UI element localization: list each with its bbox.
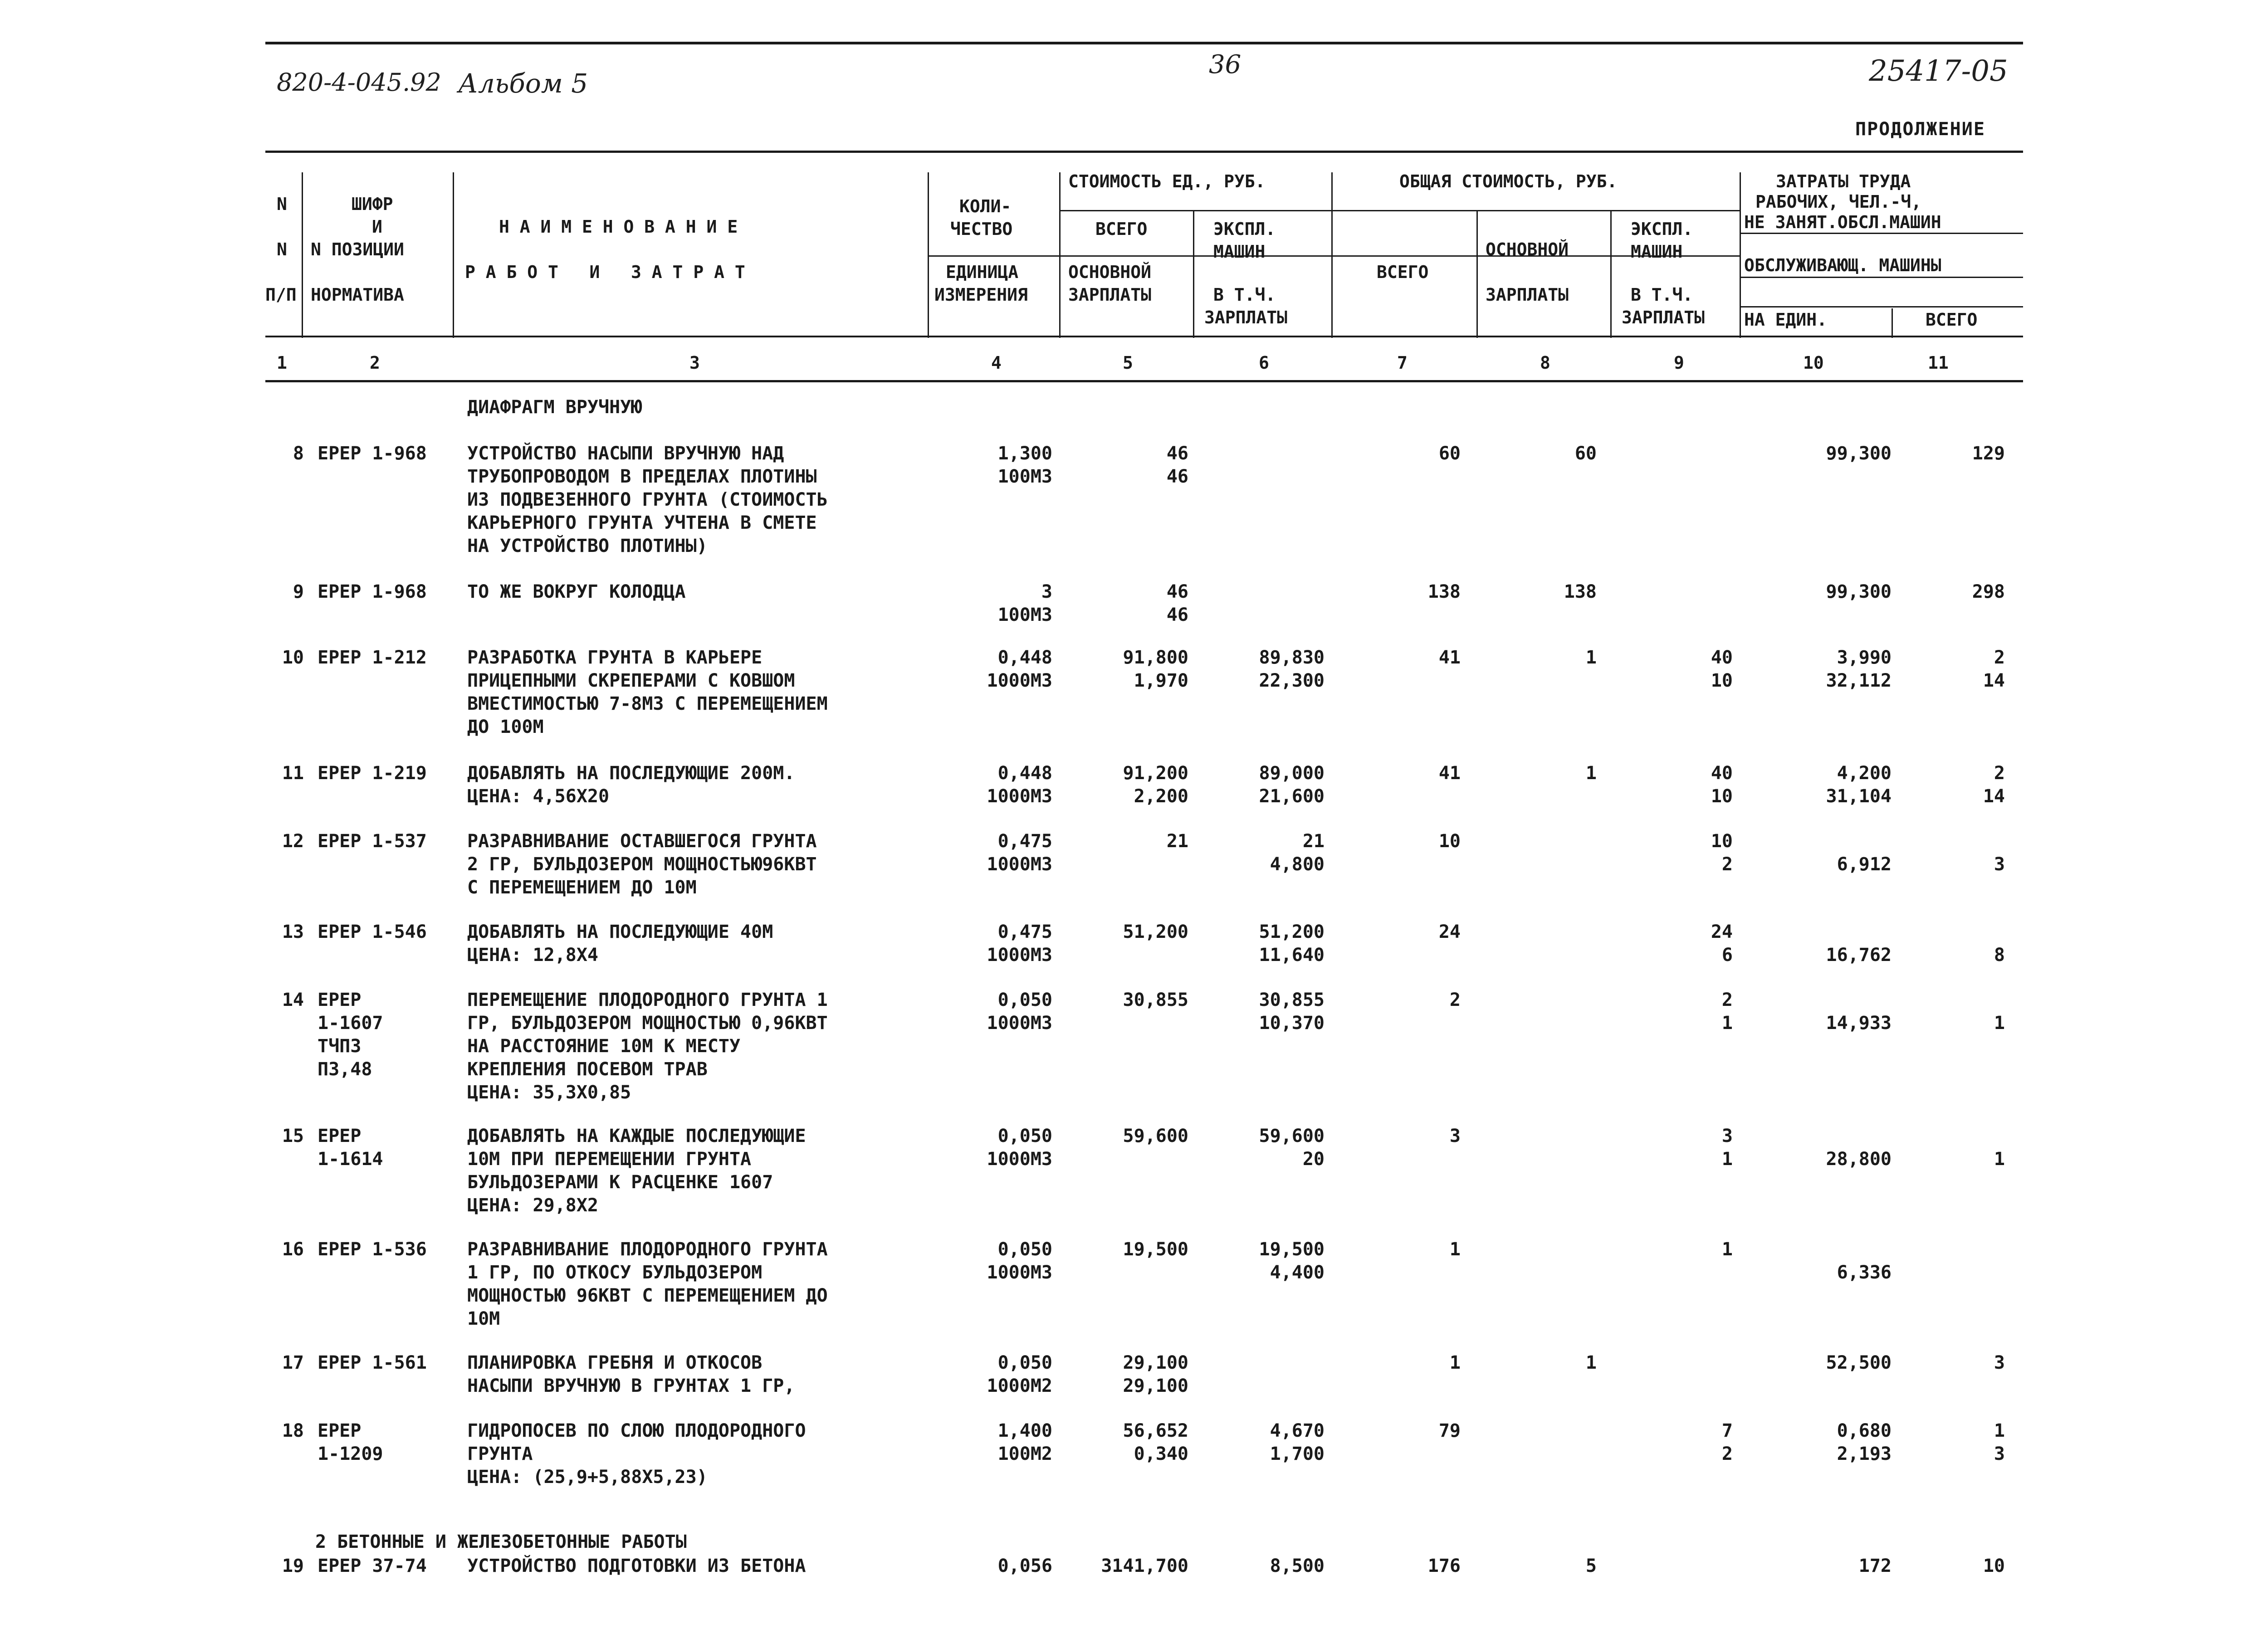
header-qty-l2: ЧЕСТВО <box>950 219 1013 239</box>
cell-num: 11 <box>282 763 304 784</box>
header-divider <box>1892 308 1893 338</box>
cell-tmach: 2 1 <box>1721 990 1733 1034</box>
last-row-total-wage: 5 <box>1585 1556 1597 1576</box>
cell-um: 59,600 20 <box>1259 1126 1325 1170</box>
cell-qty: 0,050 1000М3 <box>987 1239 1052 1283</box>
cell-name: ТО ЖЕ ВОКРУГ КОЛОДЦА <box>467 581 686 602</box>
header-qty-l4: ИЗМЕРЕНИЯ <box>934 285 1028 305</box>
header-code-l1: ШИФР <box>352 194 393 214</box>
cell-uc: 21 <box>1166 831 1188 852</box>
cell-uc: 56,652 0,340 <box>1123 1420 1188 1464</box>
cell-tmach: 10 2 <box>1711 831 1733 875</box>
header-subrule <box>1740 306 2023 307</box>
table-header <box>265 152 2023 379</box>
cell-tot: 41 <box>1438 647 1461 668</box>
cell-tot: 138 <box>1427 581 1461 602</box>
cell-name: ГИДРОПОСЕВ ПО СЛОЮ ПЛОДОРОДНОГО ГРУНТА ЦЕНА: (25,9+5,88Х5,23) <box>467 1420 806 1488</box>
cell-tmach: 1 <box>1721 1239 1733 1260</box>
cell-name: ДОБАВЛЯТЬ НА ПОСЛЕДУЮЩИЕ 200М. ЦЕНА: 4,56Х20 <box>467 763 795 807</box>
header-uc-mach-l3: В Т.Ч. <box>1213 285 1276 305</box>
col-num-7: 7 <box>1397 353 1408 373</box>
cell-uc: 30,855 <box>1123 990 1188 1010</box>
header-uc-wage-l1: ОСНОВНОЙ <box>1068 262 1152 282</box>
header-uc-mach-l1: ЭКСПЛ. <box>1213 219 1276 239</box>
last-row-num: 19 <box>282 1556 304 1576</box>
header-subrule <box>1059 210 1331 211</box>
cell-qty: 0,050 1000М2 <box>987 1352 1052 1396</box>
cell-um: 19,500 4,400 <box>1259 1239 1325 1283</box>
cell-qty: 0,475 1000М3 <box>987 922 1052 966</box>
cell-code: ЕРЕР 1-968 <box>318 443 427 464</box>
header-name-l1: Н А И М Е Н О В А Н И Е <box>499 217 738 237</box>
header-divider <box>302 172 303 338</box>
last-row-labor-unit: 172 <box>1858 1556 1892 1576</box>
header-code-l3: N ПОЗИЦИИ <box>311 239 404 259</box>
col-num-11: 11 <box>1928 353 1949 373</box>
cell-qty: 0,050 1000М3 <box>987 1126 1052 1170</box>
col-num-9: 9 <box>1674 353 1684 373</box>
cell-name: ПЕРЕМЕЩЕНИЕ ПЛОДОРОДНОГО ГРУНТА 1 ГР, БУЛЬДОЗЕРОМ МОЩНОСТЬЮ 0,96КВТ НА РАССТОЯНИЕ 10М К МЕСТУ КРЕПЛЕНИЯ ПОСЕВОМ ТРАВ ЦЕНА: 35,3Х0,85 <box>467 990 828 1103</box>
col-num-10: 10 <box>1803 353 1824 373</box>
cell-num: 16 <box>282 1239 304 1260</box>
cell-code: ЕРЕР 1-1209 <box>318 1420 383 1464</box>
last-row-unit-mach: 8,500 <box>1270 1556 1325 1576</box>
header-divider <box>1610 211 1612 338</box>
cell-qty: 3 100М3 <box>997 581 1052 625</box>
cell-uc: 29,100 29,100 <box>1123 1352 1188 1396</box>
header-tc-wage-l1: ОСНОВНОЙ <box>1486 239 1569 259</box>
header-code-l2: И <box>372 217 382 237</box>
cell-uc: 46 46 <box>1166 581 1188 625</box>
last-row-labor-total: 10 <box>1983 1556 2005 1576</box>
col-num-2: 2 <box>370 353 380 373</box>
header-tc-mach-l1: ЭКСПЛ. <box>1631 219 1693 239</box>
cell-uc: 46 46 <box>1166 443 1188 487</box>
cell-lunit: 4,200 31,104 <box>1826 763 1892 807</box>
document-code: 820-4-045.92 <box>277 68 441 97</box>
cell-lunit: 14,933 <box>1826 1013 1892 1034</box>
cell-name: РАЗРАВНИВАНИЕ ПЛОДОРОДНОГО ГРУНТА 1 ГР, ПО ОТКОСУ БУЛЬДОЗЕРОМ МОЩНОСТЬЮ 96КВТ С ПЕРЕМЕЩЕНИЕМ ДО 10М <box>467 1239 828 1329</box>
col-num-4: 4 <box>991 353 1002 373</box>
cell-tot: 60 <box>1438 443 1461 464</box>
cell-um: 21 4,800 <box>1270 831 1325 875</box>
header-num-l1: N <box>277 194 287 214</box>
cell-name: ДОБАВЛЯТЬ НА ПОСЛЕДУЮЩИЕ 40М ЦЕНА: 12,8Х4 <box>467 922 773 966</box>
cell-lunit: 6,912 <box>1837 854 1892 875</box>
section-heading: 2 БЕТОННЫЕ И ЖЕЛЕЗОБЕТОННЫЕ РАБОТЫ <box>315 1532 687 1552</box>
cell-name: ПЛАНИРОВКА ГРЕБНЯ И ОТКОСОВ НАСЫПИ ВРУЧНУЮ В ГРУНТАХ 1 ГР, <box>467 1352 795 1396</box>
col-num-3: 3 <box>689 353 700 373</box>
header-subrule <box>1331 210 1740 211</box>
cell-twage: 1 <box>1585 647 1597 668</box>
cell-ltot: 1 3 <box>1994 1420 2005 1464</box>
cell-lunit: 28,800 <box>1826 1149 1892 1170</box>
cell-ltot: 8 <box>1994 945 2005 966</box>
header-code-l4: НОРМАТИВА <box>311 285 404 305</box>
cell-tot: 79 <box>1438 1420 1461 1441</box>
col-num-8: 8 <box>1540 353 1550 373</box>
cell-ltot: 2 14 <box>1983 763 2005 807</box>
cell-tmach: 7 2 <box>1721 1420 1733 1464</box>
cell-num: 10 <box>282 647 304 668</box>
album-label: Альбом 5 <box>458 68 588 99</box>
header-unit-cost: СТОИМОСТЬ ЕД., РУБ. <box>1068 171 1266 191</box>
cell-qty: 1,400 100М2 <box>997 1420 1052 1464</box>
project-number: 25417-05 <box>1869 54 2008 88</box>
col-num-1: 1 <box>277 353 287 373</box>
cell-num: 14 <box>282 990 304 1010</box>
cell-tot: 10 <box>1438 831 1461 852</box>
last-row-code: ЕРЕР 37-74 <box>318 1556 427 1576</box>
cell-uc: 19,500 <box>1123 1239 1188 1260</box>
sheet-number: 36 <box>1209 50 1242 79</box>
cell-code: ЕРЕР 1-1607 ТЧП3 П3,48 <box>318 990 383 1080</box>
cell-lunit: 0,680 2,193 <box>1837 1420 1892 1464</box>
header-divider <box>453 172 454 338</box>
cell-twage: 1 <box>1585 763 1597 784</box>
header-uc-total: ВСЕГО <box>1095 219 1148 239</box>
header-labor-l3: НЕ ЗАНЯТ.ОБСЛ.МАШИН <box>1744 212 1941 232</box>
cell-num: 13 <box>282 922 304 942</box>
cell-um: 30,855 10,370 <box>1259 990 1325 1034</box>
cell-tmach: 24 6 <box>1711 922 1733 966</box>
header-divider <box>1193 211 1194 338</box>
header-uc-mach-l2: МАШИН <box>1213 242 1266 262</box>
header-tc-mach-l4: ЗАРПЛАТЫ <box>1622 307 1705 327</box>
cell-ltot: 2 14 <box>1983 647 2005 691</box>
cell-code: ЕРЕР 1-212 <box>318 647 427 668</box>
cell-lunit: 16,762 <box>1826 945 1892 966</box>
cell-tot: 3 <box>1449 1126 1461 1146</box>
header-num-l3: П/П <box>265 285 297 305</box>
cell-uc: 51,200 <box>1123 922 1188 942</box>
cell-twage: 138 <box>1564 581 1597 602</box>
header-tc-mach-l2: МАШИН <box>1631 242 1683 262</box>
cell-ltot: 1 <box>1994 1149 2005 1170</box>
cell-lunit: 99,300 <box>1826 443 1892 464</box>
cell-code: ЕРЕР 1-537 <box>318 831 427 852</box>
cell-name: УСТРОЙСТВО НАСЫПИ ВРУЧНУЮ НАД ТРУБОПРОВОДОМ В ПРЕДЕЛАХ ПЛОТИНЫ ИЗ ПОДВЕЗЕННОГО ГРУНТА (СТОИМОСТЬ КАРЬЕРНОГО ГРУНТА УЧТЕНА В СМЕТЕ НА УСТРОЙСТВО ПЛОТИНЫ) <box>467 443 828 556</box>
cell-code: ЕРЕР 1-546 <box>318 922 427 942</box>
cell-num: 12 <box>282 831 304 852</box>
cell-tot: 2 <box>1449 990 1461 1010</box>
header-name-l2: Р А Б О Т И З А Т Р А Т <box>465 262 745 282</box>
header-tc-mach-l3: В Т.Ч. <box>1631 285 1693 305</box>
header-total-cost: ОБЩАЯ СТОИМОСТЬ, РУБ. <box>1399 171 1618 191</box>
cell-ltot: 3 <box>1994 854 2005 875</box>
cell-code: ЕРЕР 1-561 <box>318 1352 427 1373</box>
col-num-6: 6 <box>1259 353 1269 373</box>
cell-twage: 1 <box>1585 1352 1597 1373</box>
cell-tot: 41 <box>1438 763 1461 784</box>
col-num-5: 5 <box>1123 353 1133 373</box>
cell-uc: 91,200 2,200 <box>1123 763 1188 807</box>
carryover-text: ДИАФРАГМ ВРУЧНУЮ <box>467 397 642 418</box>
last-row-name: УСТРОЙСТВО ПОДГОТОВКИ ИЗ БЕТОНА <box>467 1556 806 1576</box>
cell-num: 17 <box>282 1352 304 1373</box>
cell-qty: 0,448 1000М3 <box>987 763 1052 807</box>
header-subrule <box>1740 277 2023 278</box>
cell-um: 4,670 1,700 <box>1270 1420 1325 1464</box>
cell-qty: 1,300 100М3 <box>997 443 1052 487</box>
continuation-label: ПРОДОЛЖЕНИЕ <box>1855 119 1985 140</box>
cell-lunit: 52,500 <box>1826 1352 1892 1373</box>
last-row-unit-cost: 3141,700 <box>1101 1556 1188 1576</box>
cell-twage: 60 <box>1574 443 1597 464</box>
cell-um: 51,200 11,640 <box>1259 922 1325 966</box>
header-divider <box>1740 172 1741 338</box>
header-subrule <box>928 255 1740 257</box>
cell-ltot: 3 <box>1994 1352 2005 1373</box>
cell-code: ЕРЕР 1-1614 <box>318 1126 383 1170</box>
column-number-rule <box>265 380 2023 382</box>
cell-lunit: 99,300 <box>1826 581 1892 602</box>
last-row-qty: 0,056 <box>997 1556 1052 1576</box>
header-tc-total: ВСЕГО <box>1377 262 1429 282</box>
cell-ltot: 298 <box>1972 581 2005 602</box>
cell-tmach: 40 10 <box>1711 647 1733 691</box>
cell-num: 15 <box>282 1126 304 1146</box>
cell-tmach: 40 10 <box>1711 763 1733 807</box>
header-labor-l2: РАБОЧИХ, ЧЕЛ.-Ч, <box>1755 192 1922 212</box>
cell-tot: 1 <box>1449 1352 1461 1373</box>
cell-tot: 1 <box>1449 1239 1461 1260</box>
cell-lunit: 6,336 <box>1837 1262 1892 1283</box>
cell-uc: 59,600 <box>1123 1126 1188 1146</box>
header-labor-l4: ОБСЛУЖИВАЮЩ. МАШИНЫ <box>1744 255 1941 275</box>
cell-tot: 24 <box>1438 922 1461 942</box>
header-labor-unit: НА ЕДИН. <box>1744 310 1828 330</box>
cell-um: 89,830 22,300 <box>1259 647 1325 691</box>
header-qty-l1: КОЛИ- <box>959 196 1012 216</box>
header-uc-wage-l2: ЗАРПЛАТЫ <box>1068 285 1152 305</box>
cell-um: 89,000 21,600 <box>1259 763 1325 807</box>
header-uc-mach-l4: ЗАРПЛАТЫ <box>1204 307 1288 327</box>
cell-name: ДОБАВЛЯТЬ НА КАЖДЫЕ ПОСЛЕДУЮЩИЕ 10М ПРИ ПЕРЕМЕЩЕНИИ ГРУНТА БУЛЬДОЗЕРАМИ К РАСЦЕНКЕ 1607 ЦЕНА: 29,8Х2 <box>467 1126 806 1216</box>
cell-num: 18 <box>282 1420 304 1441</box>
cell-qty: 0,475 1000М3 <box>987 831 1052 875</box>
top-rule <box>265 42 2023 44</box>
header-qty-l3: ЕДИНИЦА <box>946 262 1019 282</box>
cell-num: 8 <box>293 443 304 464</box>
cell-tmach: 3 1 <box>1721 1126 1733 1170</box>
cell-uc: 91,800 1,970 <box>1123 647 1188 691</box>
header-labor-l1: ЗАТРАТЫ ТРУДА <box>1776 171 1911 191</box>
cell-lunit: 3,990 32,112 <box>1826 647 1892 691</box>
cell-qty: 0,050 1000М3 <box>987 990 1052 1034</box>
header-labor-total: ВСЕГО <box>1926 310 1978 330</box>
cell-name: РАЗРАБОТКА ГРУНТА В КАРЬЕРЕ ПРИЦЕПНЫМИ СКРЕПЕРАМИ С КОВШОМ ВМЕСТИМОСТЬЮ 7-8М3 С ПЕРЕМЕЩЕНИЕМ ДО 100М <box>467 647 828 737</box>
cell-ltot: 1 <box>1994 1013 2005 1034</box>
cell-name: РАЗРАВНИВАНИЕ ОСТАВШЕГОСЯ ГРУНТА 2 ГР, БУЛЬДОЗЕРОМ МОЩНОСТЬЮ96КВТ С ПЕРЕМЕЩЕНИЕМ ДО 10М <box>467 831 817 898</box>
cell-code: ЕРЕР 1-536 <box>318 1239 427 1260</box>
header-num-l2: N <box>277 239 287 259</box>
last-row-total: 176 <box>1427 1556 1461 1576</box>
cell-num: 9 <box>293 581 304 602</box>
cell-ltot: 129 <box>1972 443 2005 464</box>
cell-code: ЕРЕР 1-219 <box>318 763 427 784</box>
cell-qty: 0,448 1000М3 <box>987 647 1052 691</box>
cell-code: ЕРЕР 1-968 <box>318 581 427 602</box>
header-tc-wage-l2: ЗАРПЛАТЫ <box>1486 285 1569 305</box>
header-divider <box>1476 211 1478 338</box>
